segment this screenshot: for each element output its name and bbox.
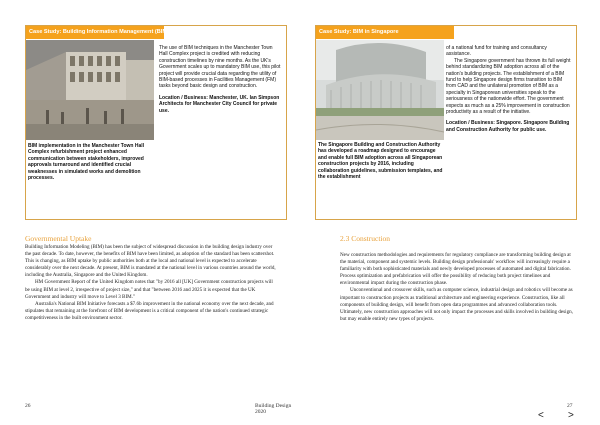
singapore-case-study-box bbox=[315, 25, 577, 220]
uk-case-study-title: Case Study: Building Information Management (BIM) in the UK bbox=[26, 26, 164, 39]
singapore-photo-caption: The Singapore Building and Construction Authority has developed a roadmap designed to encourage and enable full BIM adoption across all Singaporean construction projects by 2016, including collaboration guidelines, submission templates, and the establishment bbox=[318, 142, 443, 181]
singapore-case-study-paragraph: The Singapore government has thrown its full weight behind standardizing BIM adoption across all of the nation's building projects. The establishment of a BIM fund to help Singapore design firms transition to BIM from CAD and the unilateral promotion of BIM as a specialty in Singaporean universities speak to the seriousness of the nationwide effort. The government expects as much as a 25% improvement in construction productivity as a result of the initiative. bbox=[446, 57, 571, 116]
chevron-right-icon[interactable]: > bbox=[568, 410, 574, 421]
running-title: Building Design 2020 bbox=[255, 403, 292, 415]
page-number-right: 27 bbox=[567, 403, 573, 409]
left-body-text bbox=[25, 244, 278, 322]
singapore-building-photo bbox=[316, 40, 444, 140]
manchester-town-hall-photo bbox=[26, 40, 154, 140]
singapore-case-study-location: Location / Business: Singapore. Singapore Building and Construction Authority for public use. bbox=[446, 120, 570, 133]
uk-case-study-paragraph: The use of BIM techniques in the Manchester Town Hall Complex project is credited with reducing construction timelines by nine months. As the UK's Government scales up to mandatory BIM use, this pilot project will provide crucial data regarding the utility of BIM-based processes in Facilities Management (FM) tasks beyond basic design and construction. bbox=[159, 45, 281, 90]
uk-case-study-box bbox=[25, 25, 287, 220]
uk-photo-caption: BIM implementation in the Manchester Town Hall Complex refurbishment project enhanced communication between stakeholders, improved approvals turnaround and identified crucial weaknesses in simulated works and demolition processes. bbox=[28, 143, 145, 182]
uk-case-study-text bbox=[159, 45, 281, 114]
body-paragraph: Building Information Modeling (BIM) has been the subject of widespread discussion in the building design industry over the past decade. To date, however, the benefits of BIM have been limited, as adoption of the standard has been scattershot. This is changing, as BIM uptake by public authorities both at the local and national level is expected to accelerate considerably over the next decade. At present, BIM is mandated at the national level in various countries around the world, including the Australia, Singapore and the United Kingdom. bbox=[25, 244, 276, 279]
right-body-text bbox=[340, 252, 578, 323]
body-paragraph: Australia's National BIM Initiative forecasts a $7.6b improvement in the national economy over the next decade, and stipulates that remaining at the forefront of BIM development is a critical component of the nation's continued strategic competitiveness in the built environment sector. bbox=[25, 300, 274, 321]
uk-case-study-location: Location / Business: Manchester, UK. Ian Simpson Architects for Manchester City Council for private use. bbox=[159, 94, 280, 114]
chevron-left-icon[interactable]: < bbox=[538, 410, 544, 421]
right-page bbox=[300, 0, 600, 425]
singapore-case-study-text bbox=[446, 45, 573, 133]
section-heading: Governmental Uptake bbox=[25, 234, 92, 243]
body-paragraph: Unconventional and crossover skills, such as computer science, industrial design and robotics will become as important to construction projects as traditional architecture and engineering experience. Construction, like all components of building design, will benefit from open data programmes and advanced collaboration tools. Ultimately, new construction approaches will not only impact the processes and skills involved in building design, but may enable entirely new types of projects. bbox=[340, 287, 573, 322]
singapore-case-study-paragraph: of a national fund for training and consultancy assistance. bbox=[446, 45, 547, 58]
body-paragraph: HM Government Report of the United Kingdom notes that "by 2016 all [UK] Government construction projects will be using BIM at level 2, irrespective of project size," and that "between 2016 and 2025 it is expected that the UK Government and industry will move to Level 3 BIM." bbox=[25, 279, 273, 300]
singapore-case-study-title: Case Study: BIM in Singapore bbox=[316, 26, 454, 39]
page-number-left: 26 bbox=[25, 403, 31, 409]
section-heading: 2.3 Construction bbox=[340, 234, 390, 243]
body-paragraph: New construction methodologies and requirements for regulatory compliance are transforming building design at the material, component and systemic levels. Building design professionals' workflow will increasingly require a familiarity with both sophisticated materials and newly developed processes of automated and digital fabrication. Process optimization and prefabrication will offer the possibility of reducing both project timelines and environmental impact during the construction phase. bbox=[340, 252, 571, 287]
